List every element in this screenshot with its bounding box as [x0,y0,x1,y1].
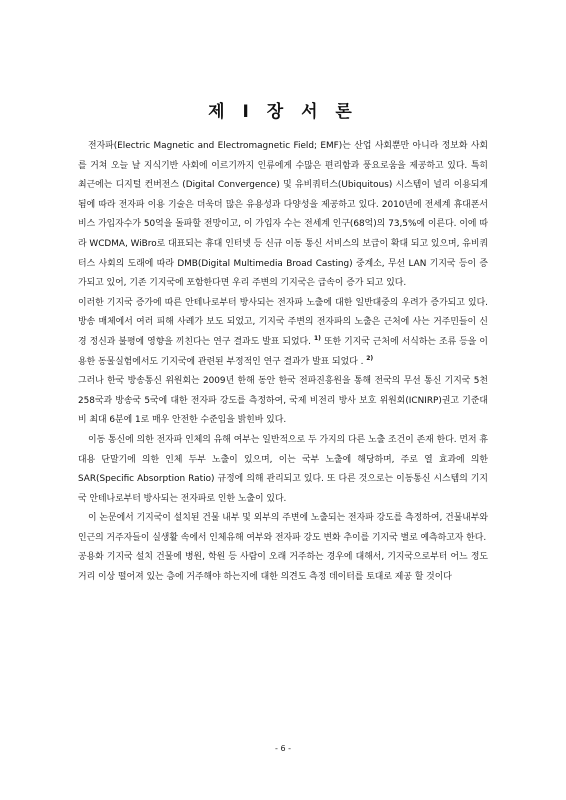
footnote-ref-2[interactable]: 2) [366,354,374,362]
paragraph-measurement: 그러나 한국 방송통신 위원회는 2009년 한해 동안 한국 전파진흥원을 통해 전국의 무선 통신 기지국 5천 258국과 방송국 5국에 대한 전자파 강도를 측정하여, 국제 비전리 방사 보호 위원회(ICNIRP)권고 기준대비 최대 6분에 1로 매우 안전한 수준임을 밝힌바 있다. [78,376,488,426]
paragraph-concerns [78,294,488,372]
paragraph-concerns-text-a: 이러한 기지국 증가에 따른 안테나로부터 방사되는 전자파 노출에 대한 일반대중의 우려가 증가되고 있다. 방송 매체에서 여러 피해 사례가 보도 되었고, 기지국 주변의 전자파의 노출은 근처에 사는 거주민들이 신경 정신과 불평에 영향을 끼친다는 연구 결과도 발표 되었다. [78,297,488,347]
body-text [78,137,488,588]
paragraph-concerns-text-b: 또한 기지국 근처에 서식하는 조류 등을 이용한 동물실험에서도 기지국에 관련된 부정적인 연구 결과가 발표 되었다 . [78,336,488,367]
footnote-ref-1[interactable]: 1) [314,334,321,342]
chapter-title: 제 I 장 서 론 [208,102,358,122]
paragraph-purpose: 이 논문에서 기지국이 설치된 건물 내부 및 외부의 주변에 노출되는 전자파 강도를 측정하여, 건물내부와 인근의 거주자들이 실생활 속에서 인체유해 여부와 전자파 강도 변화 추이를 기지국 별로 예측하고자 한다. [78,513,488,543]
paragraph-conclusion: 공용화 기지국 설치 건물에 병원, 학원 등 사람이 오래 거주하는 경우에 대해서, 기지국으로부터 어느 정도 거리 이상 떨어져 있는 층에 거주해야 하는지에 대한 의견도 측정 데이터를 토대로 제공 할 것이다 [78,552,488,583]
paragraph-intro: 전자파(Electric Magnetic and Electromagnetic Field; EMF)는 산업 사회뿐만 아니라 정보화 사회를 거쳐 오늘 날 지식기반 사회에 이르기까지 인류에게 수많은 편리함과 풍요로움을 제공하고 있다. 특히 최근에는 디지털 컨버전스 (Digital Convergence) 및 유비쿼터스(Ubiquitous) 시스템이 널리 이용되게 됨에 따라 전자파 이용 기술은 더욱더 많은 유용성과 다양성을 제공하고 있다. 2010년에 전세계 휴대폰서비스 가입자수가 50억을 돌파할 전망이고, 이 가입자 수는 전세계 인구(68억)의 73,5%에 이른다. 이에 따라 WCDMA, WiBro로 대표되는 휴대 인터넷 등 신규 이동 통신 서비스의 보급이 확대 되고 있으며, 유비쿼터스 사회의 도래에 따라 DMB(Digital Multimedia Broad Casting) 중계소, 무선 LAN 기지국 등이 증가되고 있어, 기존 기지국에 포함한다면 우리 주변의 기지국은 급속이 증가 되고 있다. [78,141,488,289]
page-number: - 6 - [275,744,291,753]
paragraph-exposure: 이동 통신에 의한 전자파 인체의 유해 여부는 일반적으로 두 가지의 다른 노출 조건이 존재 한다. 먼저 휴대용 단말기에 의한 인체 두부 노출이 있으며, 이는 국부 노출에 해당하며, 주로 열 효과에 의한 SAR(Specific Absorption Ratio) 규정에 의해 관리되고 있다. 또 다른 것으로는 이동통신 시스템의 기지국 안테나로부터 방사되는 전자파로 인한 노출이 있다. [78,434,488,504]
